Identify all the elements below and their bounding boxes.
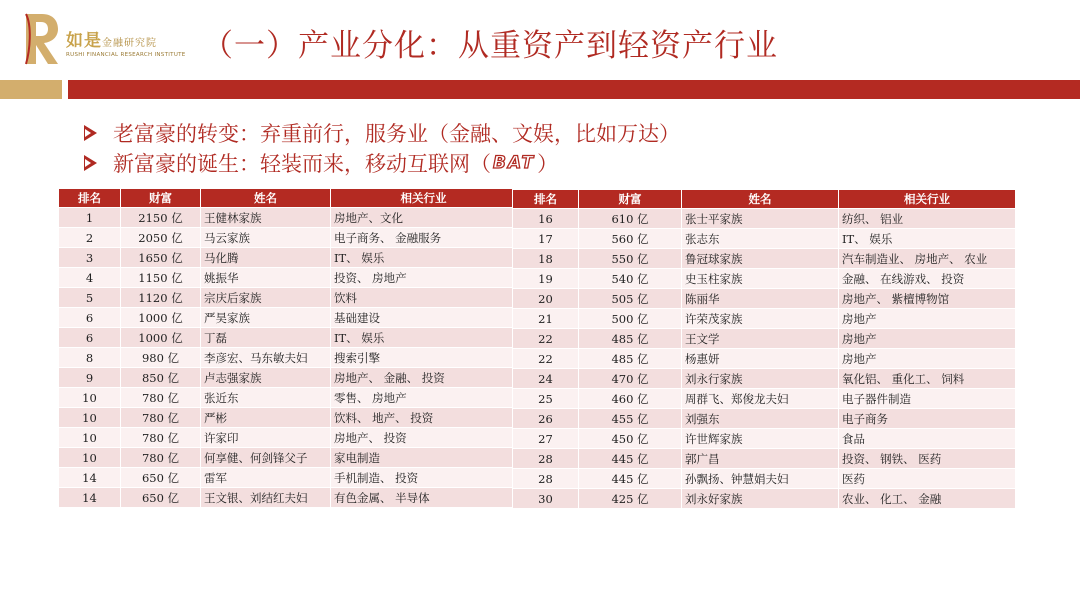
cell-rank: 21 — [513, 309, 579, 329]
cell-rank: 8 — [59, 348, 121, 368]
cell-wealth: 980 亿 — [121, 348, 201, 368]
cell-name: 王文学 — [682, 329, 839, 349]
table-row — [513, 449, 1016, 469]
cell-wealth: 650 亿 — [121, 488, 201, 508]
slide-title: （一）产业分化：从重资产到轻资产行业 — [202, 28, 778, 64]
table-row — [513, 469, 1016, 489]
cell-wealth: 1000 亿 — [121, 308, 201, 328]
cell-rank: 5 — [59, 288, 121, 308]
cell-rank: 26 — [513, 409, 579, 429]
cell-industry: 电子商务、 金融服务 — [331, 228, 517, 248]
cell-rank: 28 — [513, 449, 579, 469]
cell-industry: IT、 娱乐 — [331, 328, 517, 348]
cell-name: 郭广昌 — [682, 449, 839, 469]
cell-name: 张士平家族 — [682, 209, 839, 229]
table-row — [513, 329, 1016, 349]
cell-rank: 22 — [513, 349, 579, 369]
logo-brand-en: RUSHI FINANCIAL RESEARCH INSTITUTE — [66, 52, 186, 58]
table-row — [59, 388, 517, 408]
table-row — [59, 248, 517, 268]
cell-wealth: 780 亿 — [121, 408, 201, 428]
cell-name: 严昊家族 — [201, 308, 331, 328]
cell-rank: 24 — [513, 369, 579, 389]
cell-wealth: 505 亿 — [579, 289, 682, 309]
cell-industry: 房地产 — [839, 309, 1016, 329]
table-row — [59, 228, 517, 248]
table-row — [513, 309, 1016, 329]
cell-industry: 有色金属、 半导体 — [331, 488, 517, 508]
cell-industry: 房地产 — [839, 349, 1016, 369]
arrow-bullet-icon — [84, 125, 97, 141]
cell-industry: 房地产 — [839, 329, 1016, 349]
cell-wealth: 485 亿 — [579, 329, 682, 349]
cell-name: 丁磊 — [201, 328, 331, 348]
cell-industry: 食品 — [839, 429, 1016, 449]
cell-name: 何享健、何剑锋父子 — [201, 448, 331, 468]
cell-industry: 搜索引擎 — [331, 348, 517, 368]
cell-rank: 27 — [513, 429, 579, 449]
cell-industry: 饮料 — [331, 288, 517, 308]
cell-name: 许家印 — [201, 428, 331, 448]
column-header: 姓名 — [201, 189, 331, 208]
cell-wealth: 650 亿 — [121, 468, 201, 488]
cell-wealth: 1150 亿 — [121, 268, 201, 288]
table-row — [513, 489, 1016, 509]
cell-name: 严彬 — [201, 408, 331, 428]
table-row — [513, 249, 1016, 269]
cell-industry: 饮料、 地产、 投资 — [331, 408, 517, 428]
cell-rank: 1 — [59, 208, 121, 228]
cell-name: 史玉柱家族 — [682, 269, 839, 289]
cell-name: 刘永行家族 — [682, 369, 839, 389]
bullet-item — [84, 118, 680, 148]
cell-rank: 19 — [513, 269, 579, 289]
cell-name: 刘永好家族 — [682, 489, 839, 509]
cell-wealth: 460 亿 — [579, 389, 682, 409]
cell-industry: 氧化铝、 重化工、 饲料 — [839, 369, 1016, 389]
table-row — [513, 349, 1016, 369]
cell-rank: 3 — [59, 248, 121, 268]
cell-industry: 房地产、文化 — [331, 208, 517, 228]
table-row — [513, 389, 1016, 409]
cell-rank: 30 — [513, 489, 579, 509]
header-bar-red — [68, 80, 1080, 99]
table-row — [59, 428, 517, 448]
bullet-text-end: ） — [537, 152, 559, 176]
cell-industry: 农业、 化工、 金融 — [839, 489, 1016, 509]
cell-industry: 医药 — [839, 469, 1016, 489]
cell-name: 鲁冠球家族 — [682, 249, 839, 269]
cell-wealth: 450 亿 — [579, 429, 682, 449]
cell-name: 许世辉家族 — [682, 429, 839, 449]
rich-list-table-right — [512, 189, 1016, 509]
table-header-row — [513, 190, 1016, 209]
table-row — [513, 289, 1016, 309]
cell-wealth: 780 亿 — [121, 428, 201, 448]
cell-rank: 14 — [59, 488, 121, 508]
logo-brand-cn: 如是金融研究院 — [66, 31, 157, 51]
table-row — [59, 348, 517, 368]
cell-wealth: 780 亿 — [121, 388, 201, 408]
cell-rank: 10 — [59, 428, 121, 448]
cell-industry: 投资、 钢铁、 医药 — [839, 449, 1016, 469]
cell-wealth: 780 亿 — [121, 448, 201, 468]
cell-name: 马化腾 — [201, 248, 331, 268]
bullet-list — [84, 118, 680, 178]
cell-wealth: 850 亿 — [121, 368, 201, 388]
cell-wealth: 1650 亿 — [121, 248, 201, 268]
cell-name: 杨惠妍 — [682, 349, 839, 369]
cell-rank: 2 — [59, 228, 121, 248]
cell-name: 周群飞、郑俊龙夫妇 — [682, 389, 839, 409]
cell-industry: 手机制造、 投资 — [331, 468, 517, 488]
cell-wealth: 540 亿 — [579, 269, 682, 289]
table-header-row — [59, 189, 517, 208]
cell-wealth: 455 亿 — [579, 409, 682, 429]
cell-name: 王文银、刘结红夫妇 — [201, 488, 331, 508]
cell-rank: 16 — [513, 209, 579, 229]
column-header: 财富 — [579, 190, 682, 209]
cell-rank: 28 — [513, 469, 579, 489]
table-row — [59, 268, 517, 288]
table-row — [59, 328, 517, 348]
logo — [22, 12, 192, 68]
cell-rank: 6 — [59, 308, 121, 328]
cell-industry: 房地产、 投资 — [331, 428, 517, 448]
table-row — [513, 429, 1016, 449]
cell-industry: 电子商务 — [839, 409, 1016, 429]
cell-wealth: 445 亿 — [579, 469, 682, 489]
cell-name: 卢志强家族 — [201, 368, 331, 388]
cell-name: 张志东 — [682, 229, 839, 249]
cell-rank: 17 — [513, 229, 579, 249]
cell-wealth: 470 亿 — [579, 369, 682, 389]
cell-rank: 10 — [59, 448, 121, 468]
table-row — [59, 488, 517, 508]
bullet-item — [84, 148, 680, 178]
cell-rank: 22 — [513, 329, 579, 349]
cell-name: 马云家族 — [201, 228, 331, 248]
cell-name: 许荣茂家族 — [682, 309, 839, 329]
cell-rank: 10 — [59, 408, 121, 428]
table-row — [59, 288, 517, 308]
cell-name: 王健林家族 — [201, 208, 331, 228]
cell-rank: 25 — [513, 389, 579, 409]
cell-wealth: 445 亿 — [579, 449, 682, 469]
cell-name: 姚振华 — [201, 268, 331, 288]
table-row — [59, 208, 517, 228]
rich-list-table-left — [58, 188, 517, 508]
cell-name: 刘强东 — [682, 409, 839, 429]
header-bar-gold — [0, 80, 62, 99]
cell-industry: IT、 娱乐 — [839, 229, 1016, 249]
cell-industry: 汽车制造业、 房地产、 农业 — [839, 249, 1016, 269]
cell-name: 李彦宏、马东敏夫妇 — [201, 348, 331, 368]
cell-wealth: 2050 亿 — [121, 228, 201, 248]
cell-name: 孙飘扬、钟慧娟夫妇 — [682, 469, 839, 489]
table-row — [513, 209, 1016, 229]
cell-wealth: 560 亿 — [579, 229, 682, 249]
bullet-text: 新富豪的诞生：轻装而来，移动互联网（ — [113, 152, 491, 176]
cell-wealth: 550 亿 — [579, 249, 682, 269]
table-row — [59, 468, 517, 488]
cell-industry: 纺织、 铝业 — [839, 209, 1016, 229]
cell-wealth: 2150 亿 — [121, 208, 201, 228]
table-row — [59, 408, 517, 428]
cell-rank: 18 — [513, 249, 579, 269]
table-row — [59, 448, 517, 468]
cell-name: 宗庆后家族 — [201, 288, 331, 308]
cell-wealth: 500 亿 — [579, 309, 682, 329]
cell-rank: 20 — [513, 289, 579, 309]
cell-rank: 9 — [59, 368, 121, 388]
cell-industry: 房地产、 紫檀博物馆 — [839, 289, 1016, 309]
cell-name: 雷军 — [201, 468, 331, 488]
column-header: 财富 — [121, 189, 201, 208]
column-header: 排名 — [513, 190, 579, 209]
cell-industry: 零售、 房地产 — [331, 388, 517, 408]
table-row — [513, 369, 1016, 389]
bat-logo: BAT — [493, 153, 536, 173]
cell-industry: 基础建设 — [331, 308, 517, 328]
table-row — [513, 269, 1016, 289]
column-header: 相关行业 — [331, 189, 517, 208]
cell-name: 张近东 — [201, 388, 331, 408]
bullet-text: 老富豪的转变：弃重前行，服务业（金融、文娱，比如万达） — [113, 122, 680, 146]
cell-rank: 4 — [59, 268, 121, 288]
cell-wealth: 485 亿 — [579, 349, 682, 369]
cell-industry: IT、 娱乐 — [331, 248, 517, 268]
cell-industry: 电子器件制造 — [839, 389, 1016, 409]
column-header: 排名 — [59, 189, 121, 208]
cell-industry: 家电制造 — [331, 448, 517, 468]
cell-industry: 金融、 在线游戏、 投资 — [839, 269, 1016, 289]
cell-rank: 14 — [59, 468, 121, 488]
r-logo-icon — [22, 12, 62, 66]
cell-wealth: 1120 亿 — [121, 288, 201, 308]
table-row — [59, 368, 517, 388]
column-header: 姓名 — [682, 190, 839, 209]
cell-rank: 10 — [59, 388, 121, 408]
cell-industry: 房地产、 金融、 投资 — [331, 368, 517, 388]
cell-wealth: 425 亿 — [579, 489, 682, 509]
table-row — [59, 308, 517, 328]
column-header: 相关行业 — [839, 190, 1016, 209]
cell-wealth: 1000 亿 — [121, 328, 201, 348]
table-row — [513, 409, 1016, 429]
cell-industry: 投资、 房地产 — [331, 268, 517, 288]
cell-wealth: 610 亿 — [579, 209, 682, 229]
cell-rank: 6 — [59, 328, 121, 348]
table-row — [513, 229, 1016, 249]
arrow-bullet-icon — [84, 155, 97, 171]
cell-name: 陈丽华 — [682, 289, 839, 309]
